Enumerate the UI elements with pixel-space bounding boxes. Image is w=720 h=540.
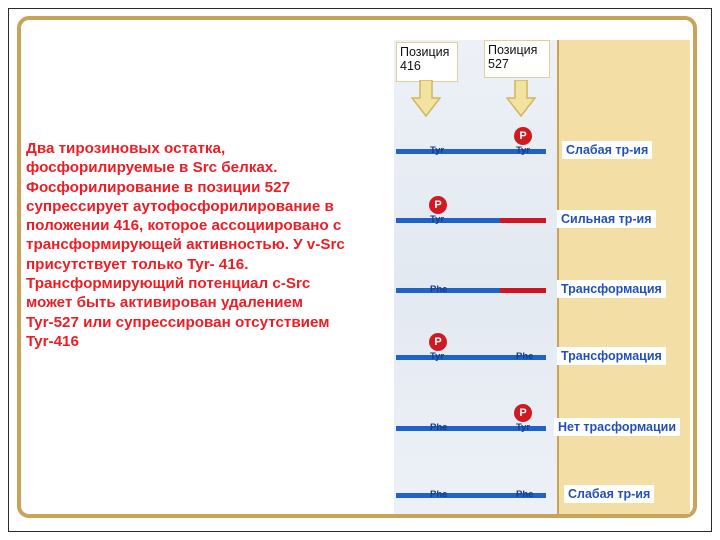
position-527-box: Позиция 527 — [484, 40, 550, 78]
outcome-label: Сильная тр-ия — [557, 210, 656, 228]
residue-527-label: Phe — [516, 489, 534, 500]
outcome-label: Трансформация — [557, 280, 666, 298]
residue-416-label: Tyr — [430, 214, 445, 225]
residue-416-label: Phe — [430, 489, 448, 500]
outcome-label: Слабая тр-ия — [562, 141, 652, 159]
arrow-down-icon-527 — [506, 80, 536, 118]
outcome-label: Трансформация — [557, 347, 666, 365]
residue-416-label: Tyr — [430, 145, 445, 156]
residue-527-label: Tyr — [516, 145, 531, 156]
outcome-column — [557, 40, 690, 514]
description-text: Два тирозиновых остатка, фосфорилируемые в Src белках. Фосфорилирование в позиции 527 супрессирует аутофосфорилирование в положении 416, которое ассоциировано с трансформирующей активностью. У v-Src присутствует только Tyr- 416. Трансформирующий потенциал c-Src может быть активирован удалением Tyr-527 или супрессирован отсутствием Tyr-416 — [26, 140, 345, 350]
arrow-down-icon-416 — [411, 80, 441, 118]
residue-527-label: Phe — [516, 351, 534, 362]
outcome-label: Нет трасформации — [554, 418, 680, 436]
column-separator — [557, 40, 559, 514]
residue-416-label: Phe — [430, 422, 448, 433]
position-416-box: Позиция 416 — [396, 42, 458, 82]
phospho-416-icon: P — [429, 333, 447, 351]
protein-bar — [396, 288, 500, 293]
phospho-416-icon: P — [429, 196, 447, 214]
protein-bar — [396, 218, 500, 223]
deleted-tail-segment — [500, 218, 546, 223]
phospho-527-icon: P — [514, 404, 532, 422]
residue-527-label: Tyr — [516, 422, 531, 433]
residue-416-label: Phe — [430, 284, 448, 295]
residue-416-label: Tyr — [430, 351, 445, 362]
outcome-label: Слабая тр-ия — [564, 485, 654, 503]
phospho-527-icon: P — [514, 127, 532, 145]
src-diagram — [394, 40, 690, 514]
deleted-tail-segment — [500, 288, 546, 293]
